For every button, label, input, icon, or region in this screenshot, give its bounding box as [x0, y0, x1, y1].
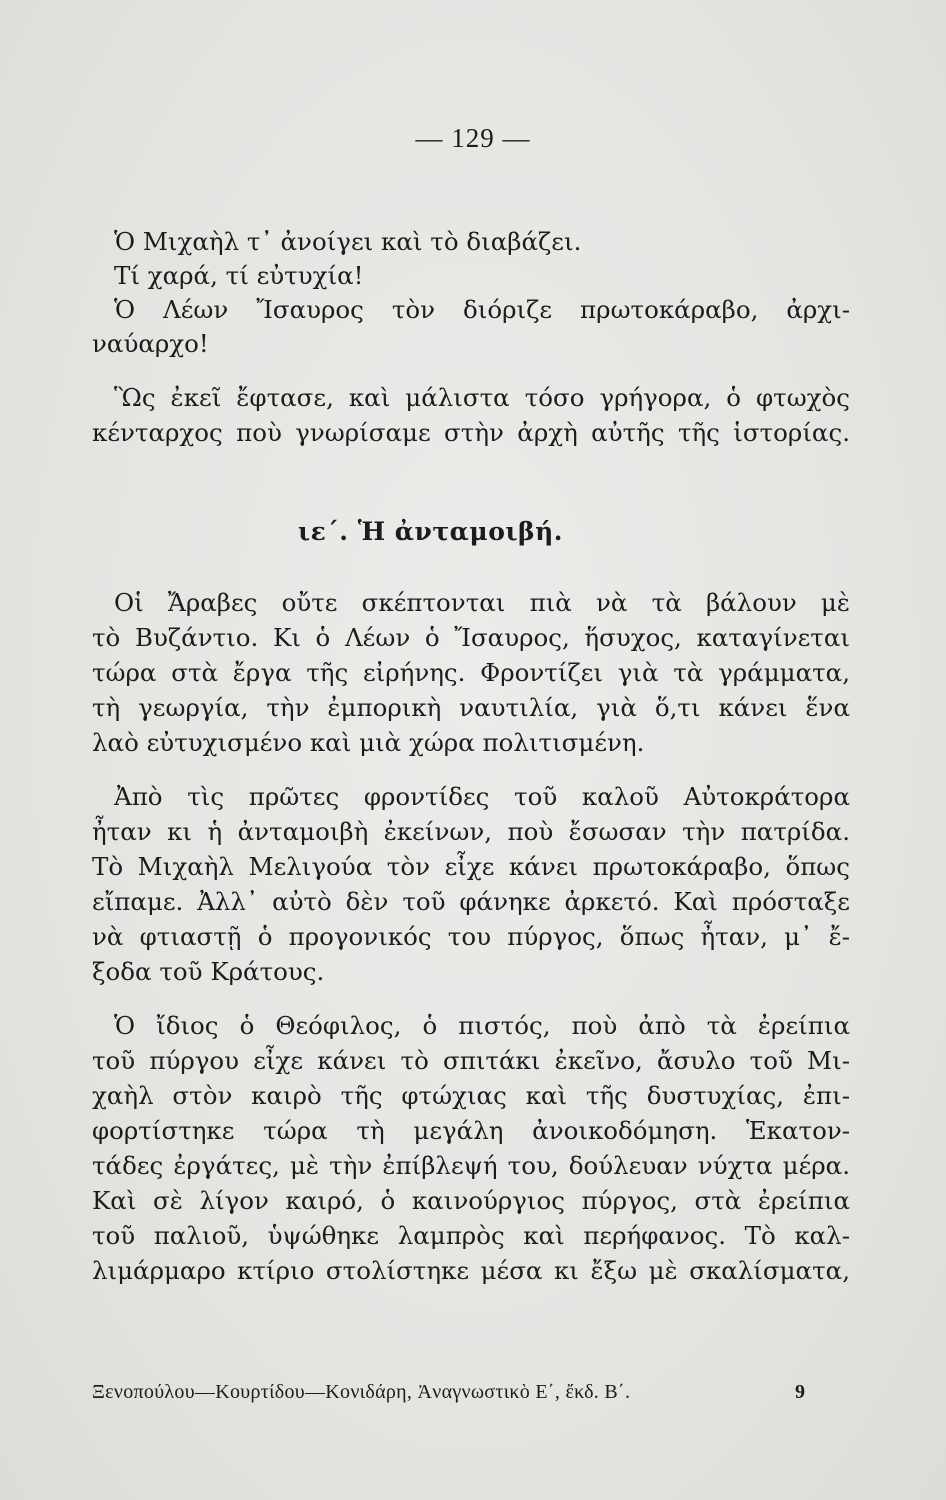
text-line: ξοδα τοῦ Κράτους. [92, 957, 325, 986]
text-line: τοῦ παλιοῦ, ὑψώθηκε λαμπρὸς καὶ περήφανος. Τὸ καλ- [92, 1221, 850, 1250]
text-line: τάδες ἐργάτες, μὲ τὴν ἐπίβλεψή του, δούλευαν νύχτα μέρα. [92, 1151, 850, 1180]
text-line: Τί χαρά, τί εὐτυχία! [114, 261, 364, 290]
text-line: φορτίστηκε τώρα τὴ μεγάλη ἀνοικοδόμηση. Ἑκατον- [92, 1116, 850, 1145]
text-line: ἦταν κι ἡ ἀνταμοιβὴ ἐκείνων, ποὺ ἔσωσαν τὴν πατρίδα. [92, 817, 850, 846]
text-line: κένταρχος ποὺ γνωρίσαμε στὴν ἀρχὴ αὐτῆς τῆς ἱστορίας. [92, 418, 850, 447]
footer-credit: Ξενοπούλου—Κουρτίδου—Κονιδάρη, Ἀναγνωστικὸ Ε΄, ἔκδ. Β΄. [92, 1381, 631, 1403]
signature-mark: 9 [795, 1381, 805, 1403]
text-line: τὸ Βυζάντιο. Κι ὁ Λέων ὁ Ἴσαυρος, ἥσυχος, καταγίνεται [92, 623, 850, 652]
text-line: χαὴλ στὸν καιρὸ τῆς φτώχιας καὶ τῆς δυστυχίας, ἐπι- [92, 1081, 850, 1110]
text-line: εἴπαμε. Ἀλλ᾿ αὐτὸ δὲν τοῦ φάνηκε ἀρκετό. Καὶ πρόσταξε [92, 887, 850, 916]
text-line: τώρα στὰ ἔργα τῆς εἰρήνης. Φροντίζει γιὰ τὰ γράμματα, [92, 658, 850, 687]
text-line: Ὁ Μιχαὴλ τ᾿ ἀνοίγει καὶ τὸ διαβάζει. [114, 227, 582, 256]
section-heading: ιε΄. Ἡ ἀνταμοιβή. [298, 517, 563, 546]
text-line: Καὶ σὲ λίγον καιρό, ὁ καινούργιος πύργος, στὰ ἐρείπια [92, 1186, 850, 1215]
text-line: Τὸ Μιχαὴλ Μελιγούα τὸν εἶχε κάνει πρωτοκάραβο, ὅπως [92, 852, 850, 881]
text-line: Ὁ Λέων Ἴσαυρος τὸν διόριζε πρωτοκάραβο, ἀρχι- [114, 295, 850, 324]
text-line: λιμάρμαρο κτίριο στολίστηκε μέσα κι ἔξω μὲ σκαλίσματα, [92, 1256, 850, 1285]
page-number: — 129 — [415, 123, 531, 153]
text-line: ναύαρχο! [92, 329, 209, 358]
text-line: Ὣς ἐκεῖ ἔφτασε, καὶ μάλιστα τόσο γρήγορα, ὁ φτωχὸς [114, 383, 850, 412]
text-line: τοῦ πύργου εἶχε κάνει τὸ σπιτάκι ἐκεῖνο, ἄσυλο τοῦ Μι- [92, 1046, 850, 1075]
text-line: λαὸ εὐτυχισμένο καὶ μιὰ χώρα πολιτισμένη. [92, 728, 645, 757]
text-line: Οἱ Ἄραβες οὔτε σκέπτονται πιὰ νὰ τὰ βάλουν μὲ [114, 588, 850, 617]
text-line: Ὁ ἴδιος ὁ Θεόφιλος, ὁ πιστός, ποὺ ἀπὸ τὰ ἐρείπια [114, 1011, 850, 1040]
text-line: Ἀπὸ τὶς πρῶτες φροντίδες τοῦ καλοῦ Αὐτοκράτορα [114, 782, 850, 811]
text-line: τὴ γεωργία, τὴν ἐμπορικὴ ναυτιλία, γιὰ ὅ,τι κάνει ἕνα [92, 693, 850, 722]
text-line: νὰ φτιαστῇ ὁ προγονικός του πύργος, ὅπως ἦταν, μ᾿ ἔ- [92, 922, 850, 951]
